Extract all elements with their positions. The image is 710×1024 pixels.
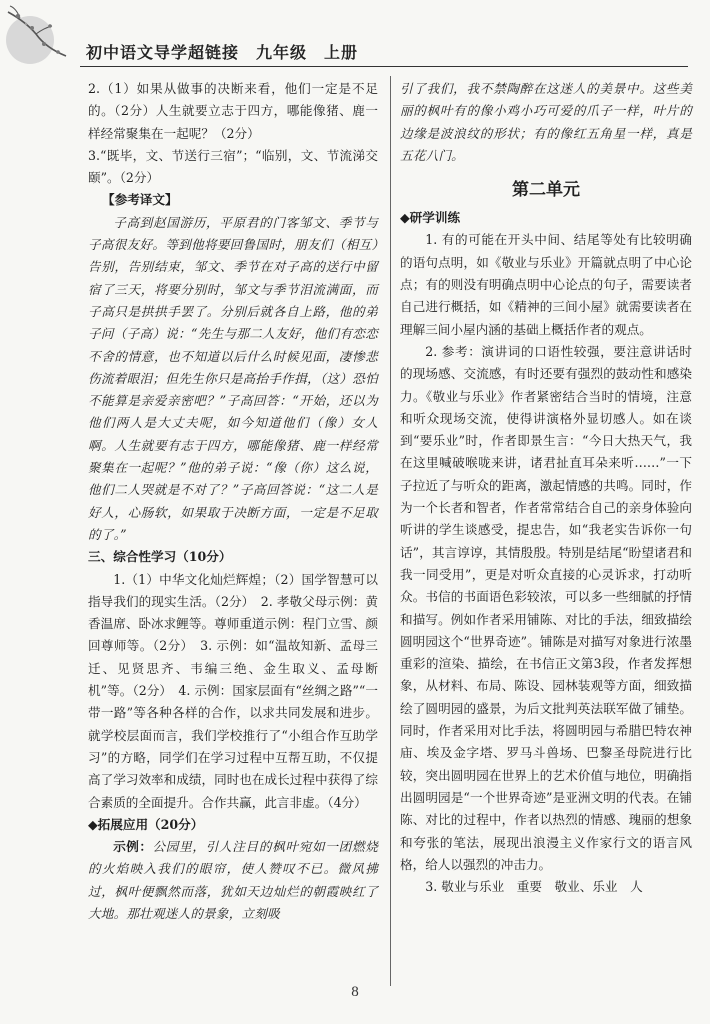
unit-title: 第二单元	[512, 180, 580, 201]
header-rule	[80, 66, 688, 67]
answer-item-3: 3.“既毕，文、节送行三宿”；“临别，文、节流涕交颐”。（2分）	[88, 147, 378, 186]
example-continued: 引了我们，我不禁陶醉在这迷人的美景中。这些美丽的枫叶有的像小鸡小巧可爱的爪子一样，叶片的边缘是波浪纹的形状；有的像红五角星一样，真是五花八门。	[400, 81, 692, 163]
example-label: 示例：	[113, 839, 153, 855]
translation-text: 子高到赵国游历，平原君的门客邹文、季节与子高很友好。等到他将要回鲁国时，朋友们（相互）告别，告别结束，邹文、季节在对子高的送行中留宿了三天，将要分别时，邹文与季节泪流满面，而子高只是拱拱手罢了。分别后就各自上路，他的弟子问（子高）说：“先生与那二人友好，他们有恋恋不舍的情意，也不知道以后什么时候见面，凄惨悲伤流着眼泪；但先生你只是高抬手作揖，（这）恐怕不能算是亲爱亲密吧？”子高回答：“开始，还以为他们两人是大丈夫呢，如今知道他们（像）女人啊。人生就要有志于四方，哪能像猪、鹿一样经常聚集在一起呢？”他的弟子说：“像（你）这么说，他们二人哭就是不对了？”子高回答说：“这二人是好人，心肠软，如果取于决断方面，一定是不足取的了。”	[88, 214, 378, 542]
train-item-1: 1. 有的可能在开头中间、结尾等处有比较明确的语句点明，如《敬业与乐业》开篇就点明了中心论点；有的则没有明确点明中心论点的句子，需要读者自己进行概括，如《精神的三间小屋》就需要读者在理解三间小屋内涵的基础上概括作者的观点。	[400, 232, 692, 337]
example-text: 公园里，引人注目的枫叶宛如一团燃烧的火焰映入我们的眼帘，使人赞叹不已。微风拂过，枫叶便飘然而落，犹如天边灿烂的朝霞映红了大地。那壮观迷人的景象，立刻吸	[88, 839, 379, 921]
train-heading: ◆研学训练	[400, 210, 461, 226]
apply-heading: ◆拓展应用（20分）	[88, 816, 204, 832]
page-number: 8	[351, 984, 359, 1000]
plum-blossom-logo-icon	[6, 4, 76, 70]
left-column	[88, 78, 378, 925]
section-3-answers: 1.（1）中华文化灿烂辉煌；（2）国学智慧可以指导我们的现实生活。（2分） 2. 孝敬父母示例：黄香温席、卧冰求鲤等。尊师重道示例：程门立雪、颜回尊师等。（2分） 3. 示例：如“温故知新、孟母三迁、见贤思齐、韦编三绝、金生取义、孟母断机”等。（2分） 4. 示例：国家层面有“丝绸之路”“一带一路”等各种各样的合作，以求共同发展和进步。就学校层面而言，我们学校推行了“小组合作互助学习”的方略，同学们在学习过程中互帮互助，不仅提高了学习效率和成绩，同时也在成长过程中获得了综合素质的全面提升。合作共赢，此言非虚。（4分）	[88, 571, 378, 810]
answer-item-2: 2.（1）如果从做事的决断来看，他们一定是不足的。（2分）人生就要立志于四方，哪能像猪、鹿一样经常聚集在一起呢？（2分）	[88, 81, 378, 141]
page-header	[0, 0, 710, 70]
train-item-2: 2. 参考：演讲词的口语性较强，要注意讲话时的现场感、交流感，有时还要有强烈的鼓动性和感染力。《敬业与乐业》作者紧密结合当时的情境，注意和听众现场交流，使得讲演格外显切感人。如在谈到“要乐业”时，作者即景生言：“今日大热天气，我在这里喊破喉咙来讲，诸君扯直耳朵来听……”一下子拉近了与听众的距离，激起情感的共鸣。同时，作为一个长者和智者，作者常常结合自己的亲身体验向听讲的学生谈感受，提忠告，如“我老实告诉你一句话”，其言谆谆，其情殷殷。特别是结尾“盼望诸君和我一同受用”，更是对听众直接的心灵诉求，打动听众。书信的书面语色彩较浓，可以多一些细腻的抒情和描写。例如作者采用铺陈、对比的手法，细致描绘圆明园这个“世界奇迹”。铺陈是对描写对象进行浓墨重彩的渲染、描绘，在书信正文第3段，作者发挥想象，从材料、布局、陈设、园林装观等方面，细致描绘了圆明园的盛景，为后文批判英法联军做了铺垫。同时，作者采用对比手法，将圆明园与希腊巴特农神庙、埃及金字塔、罗马斗兽场、巴黎圣母院进行比较，突出圆明园在世界上的艺术价值与地位，明确指出圆明园是“一个世界奇迹”是亚洲文明的代表。在铺陈、对比的过程中，作者以热烈的情感、瑰丽的想象和夸张的笔法，展现出浪漫主义作家行文的语言风格，给人以强烈的冲击力。	[400, 343, 692, 872]
right-column	[400, 78, 692, 898]
translation-heading: 【参考译文】	[102, 192, 178, 208]
train-item-3: 3. 敬业与乐业 重要 敬业、乐业 人	[425, 879, 643, 895]
column-divider	[390, 76, 391, 986]
header-title: 初中语文导学超链接 九年级 上册	[86, 43, 359, 62]
section-3-heading: 三、综合性学习（10分）	[88, 549, 232, 565]
